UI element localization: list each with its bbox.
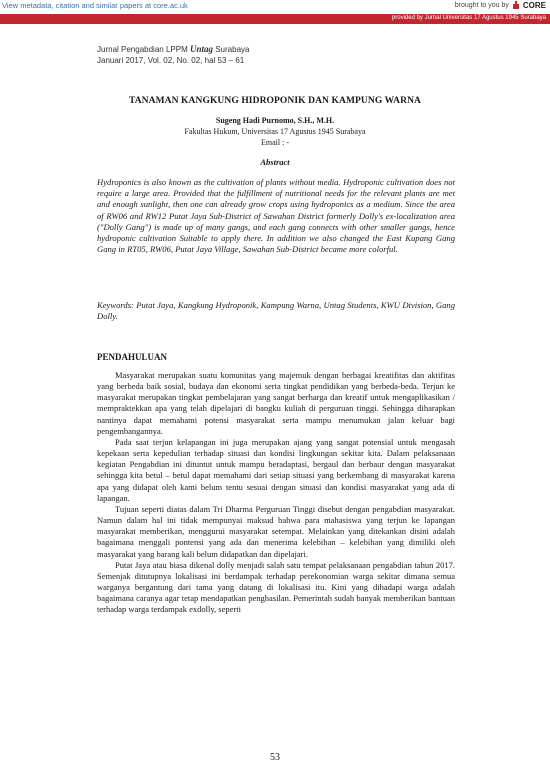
untag-logo-text: Untag: [189, 44, 213, 54]
paragraph: Pada saat terjun kelapangan ini juga merupakan ajang yang sangat potensial untuk mengasah kepekaan serta kepedulian terhadap situasi dan kondisi lingkungan sekitar kita. Dalam pelaksanaan kegiatan Pengabdian ini dituntut untuk mampu beradaptasi, bergaul dan berbaur dengan masyarakat sehingga kita betul – betul dapat memahami dari setiap situasi yang berkembang di masyarakat karena apa yang didapat oleh kami belum tentu sesuai dengan situasi dan kondisi masyarakat yang ada di lapangan.: [97, 436, 455, 503]
provided-by-bar: [0, 14, 550, 24]
page-number: 53: [270, 752, 280, 763]
journal-header: [97, 44, 249, 66]
core-logo-icon: [512, 1, 520, 10]
core-banner: [0, 0, 550, 14]
section-heading-pendahuluan: PENDAHULUAN: [97, 352, 168, 362]
keywords: Keywords: Putat Jaya, Kangkung Hydroponik, Kampung Warna, Untag Students, KWU Division, Gang Dolly.: [97, 300, 455, 322]
brought-by-text: brought to you by: [454, 2, 509, 9]
author-affiliation: Fakultas Hukum, Universitas 17 Agustus 1945 Surabaya: [184, 127, 366, 136]
core-metadata-link[interactable]: View metadata, citation and similar papers at core.ac.uk: [2, 1, 188, 10]
core-label: CORE: [522, 1, 546, 10]
provided-by-text[interactable]: provided by Jurnal Universitas 17 Agustus 1945 Surabaya: [391, 15, 546, 21]
abstract-heading: Abstract: [260, 157, 290, 167]
journal-issue: Januari 2017, Vol. 02, No. 02, hal 53 – 61: [97, 56, 245, 65]
journal-name: Jurnal Pengabdian LPPM Untag Surabaya: [97, 44, 250, 54]
author-name: Sugeng Hadi Purnomo, S.H., M.H.: [215, 116, 335, 125]
abstract-text: Hydroponics is also known as the cultivation of plants without media. Hydroponic cultivation does not require a large area. Provided that the fulfillment of nutritional needs for the relevant plants are met and enough sunlight, then one can already grow crops using hydroponics as a medium. Since the area of RW06 and RW12 Putat Jaya Sub-District of Sawahan District formerly Dolly's ex-localization area ("Dolly Gang") is made up of many gangs, and each gang connects with other smaller gangs, hence hydroponic cultivation Suitable to apply there. In addition we also changed the East Kupang Gang Gang in RT05, RW06, Putat Jaya Village, Sawahan Sub-District became more colorful.: [97, 177, 455, 255]
paragraph: Putat Jaya atau biasa dikenal dolly menjadi salah satu tempat pelaksanaan pengabdian tahun 2017. Semenjak ditutupnya lokalisasi ini berdampak terhadap perekonomian warga sekitar dimana semua warganya bergantung dari tama yang datang di lokalisasi itu. Kini yang dihadapi warga adalah bagaimana caranya agar tetap mendapatkan penghasilan. Pemerintah sudah banyak memberikan bantuan terhadap warga terdampak exdolly, seperti: [97, 559, 455, 615]
paragraph: Tujuan seperti diatas dalam Tri Dharma Perguruan Tinggi disebut dengan pengabdian masyarakat. Namun dalam hal ini tidak mempunyai maksud bahwa para mahasiswa yang terjun ke lapangan masyarakat memberikan, menggurui masyarakat setempat. Melainkan yang ditekankan disini adalah bagaimana menggali pontensi yang ada dan menerima kelebihan – kelebihan yang dimiliki oleh masyarakat yang barang kali belum didapatkan dan dipelajari.: [97, 503, 455, 559]
paragraph: Masyarakat merupakan suatu komunitas yang majemuk dengan berbagai kreatifitas dan aktifitas yang berbeda baik sosial, budaya dan ekonomi serta tingkat pendidikan yang berbeda-beda. Terjun ke masyarakat merupakan tingkat pembelajaran yang sangat berharga dan kreatif untuk mengaplikasikan / mempraktekkan apa yang telah dipelajari di bangku kuliah di perguruan tinggi. Sehingga diharapkan nantinya dapat memahami potensi masyarakat serta mampu menumukan jalan keluar bagi pengembangannya.: [97, 370, 455, 436]
paper-title: TANAMAN KANGKUNG HIDROPONIK DAN KAMPUNG WARNA: [128, 96, 422, 106]
author-email: Email : -: [261, 138, 289, 147]
body-text: [97, 370, 455, 615]
core-brand[interactable]: [455, 1, 546, 10]
